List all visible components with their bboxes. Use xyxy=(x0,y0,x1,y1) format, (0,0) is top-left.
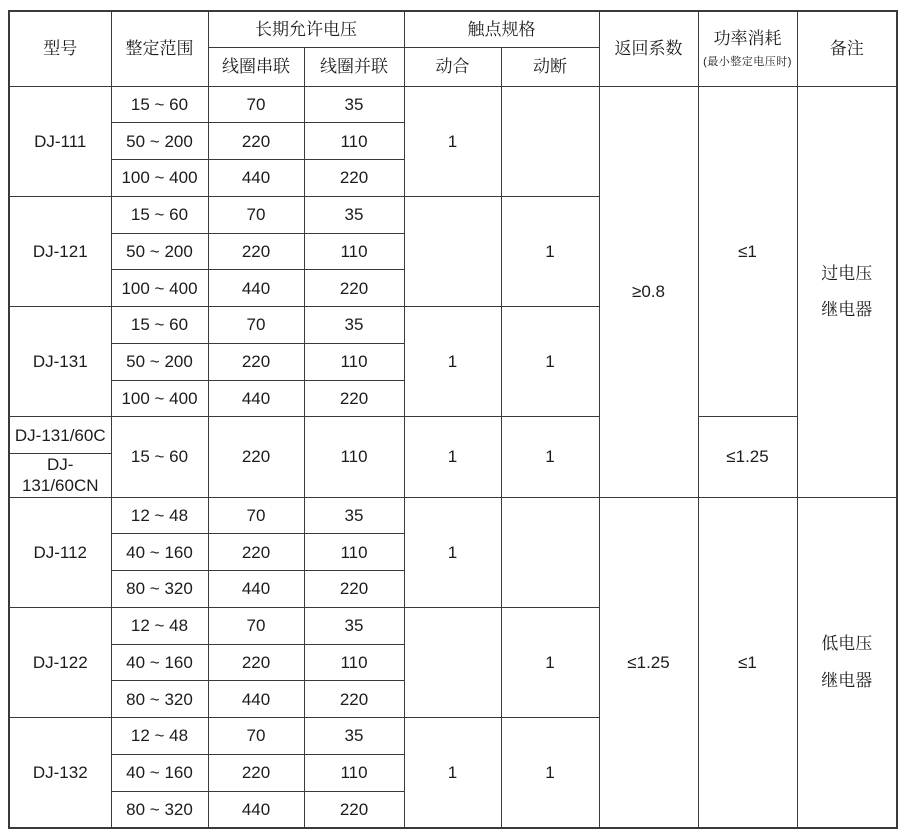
header-row-1 xyxy=(9,11,897,47)
range-cell: 100 ~ 400 xyxy=(111,380,208,417)
parallel-voltage-cell: 110 xyxy=(304,233,404,270)
series-voltage-cell: 440 xyxy=(208,791,304,828)
series-voltage-cell: 440 xyxy=(208,380,304,417)
no-contact-cell xyxy=(404,196,501,306)
parallel-voltage-cell: 110 xyxy=(304,644,404,681)
header-return-coefficient: 返回系数 xyxy=(599,11,698,86)
model-cell: DJ-121 xyxy=(9,196,111,306)
power-consumption-cell: ≤1.25 xyxy=(698,417,797,497)
power-consumption-cell: ≤1 xyxy=(698,86,797,417)
header-contact-spec: 触点规格 xyxy=(404,11,599,47)
parallel-voltage-cell: 110 xyxy=(304,417,404,497)
parallel-voltage-cell: 35 xyxy=(304,307,404,344)
series-voltage-cell: 220 xyxy=(208,754,304,791)
series-voltage-cell: 70 xyxy=(208,196,304,233)
parallel-voltage-cell: 220 xyxy=(304,571,404,608)
range-cell: 80 ~ 320 xyxy=(111,571,208,608)
parallel-voltage-cell: 220 xyxy=(304,160,404,197)
series-voltage-cell: 220 xyxy=(208,417,304,497)
series-voltage-cell: 440 xyxy=(208,681,304,718)
model-cell: DJ-111 xyxy=(9,86,111,196)
model-cell: DJ-122 xyxy=(9,607,111,717)
header-remarks: 备注 xyxy=(797,11,897,86)
remarks-cell xyxy=(797,497,897,828)
range-cell: 12 ~ 48 xyxy=(111,607,208,644)
range-cell: 15 ~ 60 xyxy=(111,417,208,497)
parallel-voltage-cell: 220 xyxy=(304,270,404,307)
header-model: 型号 xyxy=(9,11,111,86)
table-row xyxy=(9,417,897,454)
nc-contact-cell xyxy=(501,497,599,607)
nc-contact-cell: 1 xyxy=(501,307,599,417)
model-cell: DJ-131/60CN xyxy=(9,454,111,498)
parallel-voltage-cell: 220 xyxy=(304,681,404,718)
series-voltage-cell: 440 xyxy=(208,270,304,307)
series-voltage-cell: 220 xyxy=(208,343,304,380)
range-cell: 80 ~ 320 xyxy=(111,791,208,828)
model-cell: DJ-131/60C xyxy=(9,417,111,454)
model-cell: DJ-112 xyxy=(9,497,111,607)
header-coil-series: 线圈串联 xyxy=(208,47,304,86)
parallel-voltage-cell: 110 xyxy=(304,123,404,160)
no-contact-cell: 1 xyxy=(404,417,501,497)
range-cell: 15 ~ 60 xyxy=(111,196,208,233)
remark-line-1: 过电压 xyxy=(821,263,873,283)
remark-line-2: 继电器 xyxy=(821,670,873,690)
range-cell: 12 ~ 48 xyxy=(111,718,208,755)
remark-line-2: 继电器 xyxy=(821,300,873,319)
parallel-voltage-cell: 110 xyxy=(304,343,404,380)
range-cell: 50 ~ 200 xyxy=(111,343,208,380)
remarks-cell xyxy=(797,86,897,497)
parallel-voltage-cell: 110 xyxy=(304,754,404,791)
table-row xyxy=(9,497,897,534)
series-voltage-cell: 70 xyxy=(208,607,304,644)
relay-spec-table xyxy=(8,10,898,829)
nc-contact-cell: 1 xyxy=(501,196,599,306)
header-normally-closed: 动断 xyxy=(501,47,599,86)
series-voltage-cell: 70 xyxy=(208,718,304,755)
model-cell: DJ-131 xyxy=(9,307,111,417)
no-contact-cell: 1 xyxy=(404,497,501,607)
return-coefficient-cell: ≥0.8 xyxy=(599,86,698,497)
no-contact-cell: 1 xyxy=(404,718,501,828)
nc-contact-cell: 1 xyxy=(501,417,599,497)
header-coil-parallel: 线圈并联 xyxy=(304,47,404,86)
parallel-voltage-cell: 220 xyxy=(304,791,404,828)
series-voltage-cell: 70 xyxy=(208,307,304,344)
parallel-voltage-cell: 35 xyxy=(304,196,404,233)
series-voltage-cell: 70 xyxy=(208,86,304,123)
nc-contact-cell: 1 xyxy=(501,607,599,717)
range-cell: 80 ~ 320 xyxy=(111,681,208,718)
range-cell: 50 ~ 200 xyxy=(111,233,208,270)
series-voltage-cell: 220 xyxy=(208,233,304,270)
parallel-voltage-cell: 35 xyxy=(304,86,404,123)
series-voltage-cell: 220 xyxy=(208,644,304,681)
series-voltage-cell: 70 xyxy=(208,497,304,534)
series-voltage-cell: 220 xyxy=(208,534,304,571)
range-cell: 40 ~ 160 xyxy=(111,534,208,571)
header-setting-range: 整定范围 xyxy=(111,11,208,86)
return-coefficient-cell: ≤1.25 xyxy=(599,497,698,828)
range-cell: 100 ~ 400 xyxy=(111,270,208,307)
remark-line-1: 低电压 xyxy=(821,634,873,654)
header-normally-open: 动合 xyxy=(404,47,501,86)
range-cell: 40 ~ 160 xyxy=(111,644,208,681)
parallel-voltage-cell: 220 xyxy=(304,380,404,417)
no-contact-cell xyxy=(404,607,501,717)
series-voltage-cell: 440 xyxy=(208,160,304,197)
parallel-voltage-cell: 110 xyxy=(304,534,404,571)
range-cell: 50 ~ 200 xyxy=(111,123,208,160)
range-cell: 12 ~ 48 xyxy=(111,497,208,534)
range-cell: 100 ~ 400 xyxy=(111,160,208,197)
series-voltage-cell: 220 xyxy=(208,123,304,160)
series-voltage-cell: 440 xyxy=(208,571,304,608)
model-cell: DJ-132 xyxy=(9,718,111,828)
nc-contact-cell xyxy=(501,86,599,196)
no-contact-cell: 1 xyxy=(404,307,501,417)
range-cell: 40 ~ 160 xyxy=(111,754,208,791)
range-cell: 15 ~ 60 xyxy=(111,86,208,123)
header-power-consumption-title: 功率消耗 xyxy=(713,28,782,48)
header-power-consumption-note: (最小整定电压时) xyxy=(703,56,792,68)
no-contact-cell: 1 xyxy=(404,86,501,196)
power-consumption-cell: ≤1 xyxy=(698,497,797,828)
nc-contact-cell: 1 xyxy=(501,718,599,828)
parallel-voltage-cell: 35 xyxy=(304,607,404,644)
parallel-voltage-cell: 35 xyxy=(304,718,404,755)
table-row xyxy=(9,86,897,123)
range-cell: 15 ~ 60 xyxy=(111,307,208,344)
header-power-consumption xyxy=(698,11,797,86)
header-long-term-voltage: 长期允许电压 xyxy=(208,11,404,47)
parallel-voltage-cell: 35 xyxy=(304,497,404,534)
